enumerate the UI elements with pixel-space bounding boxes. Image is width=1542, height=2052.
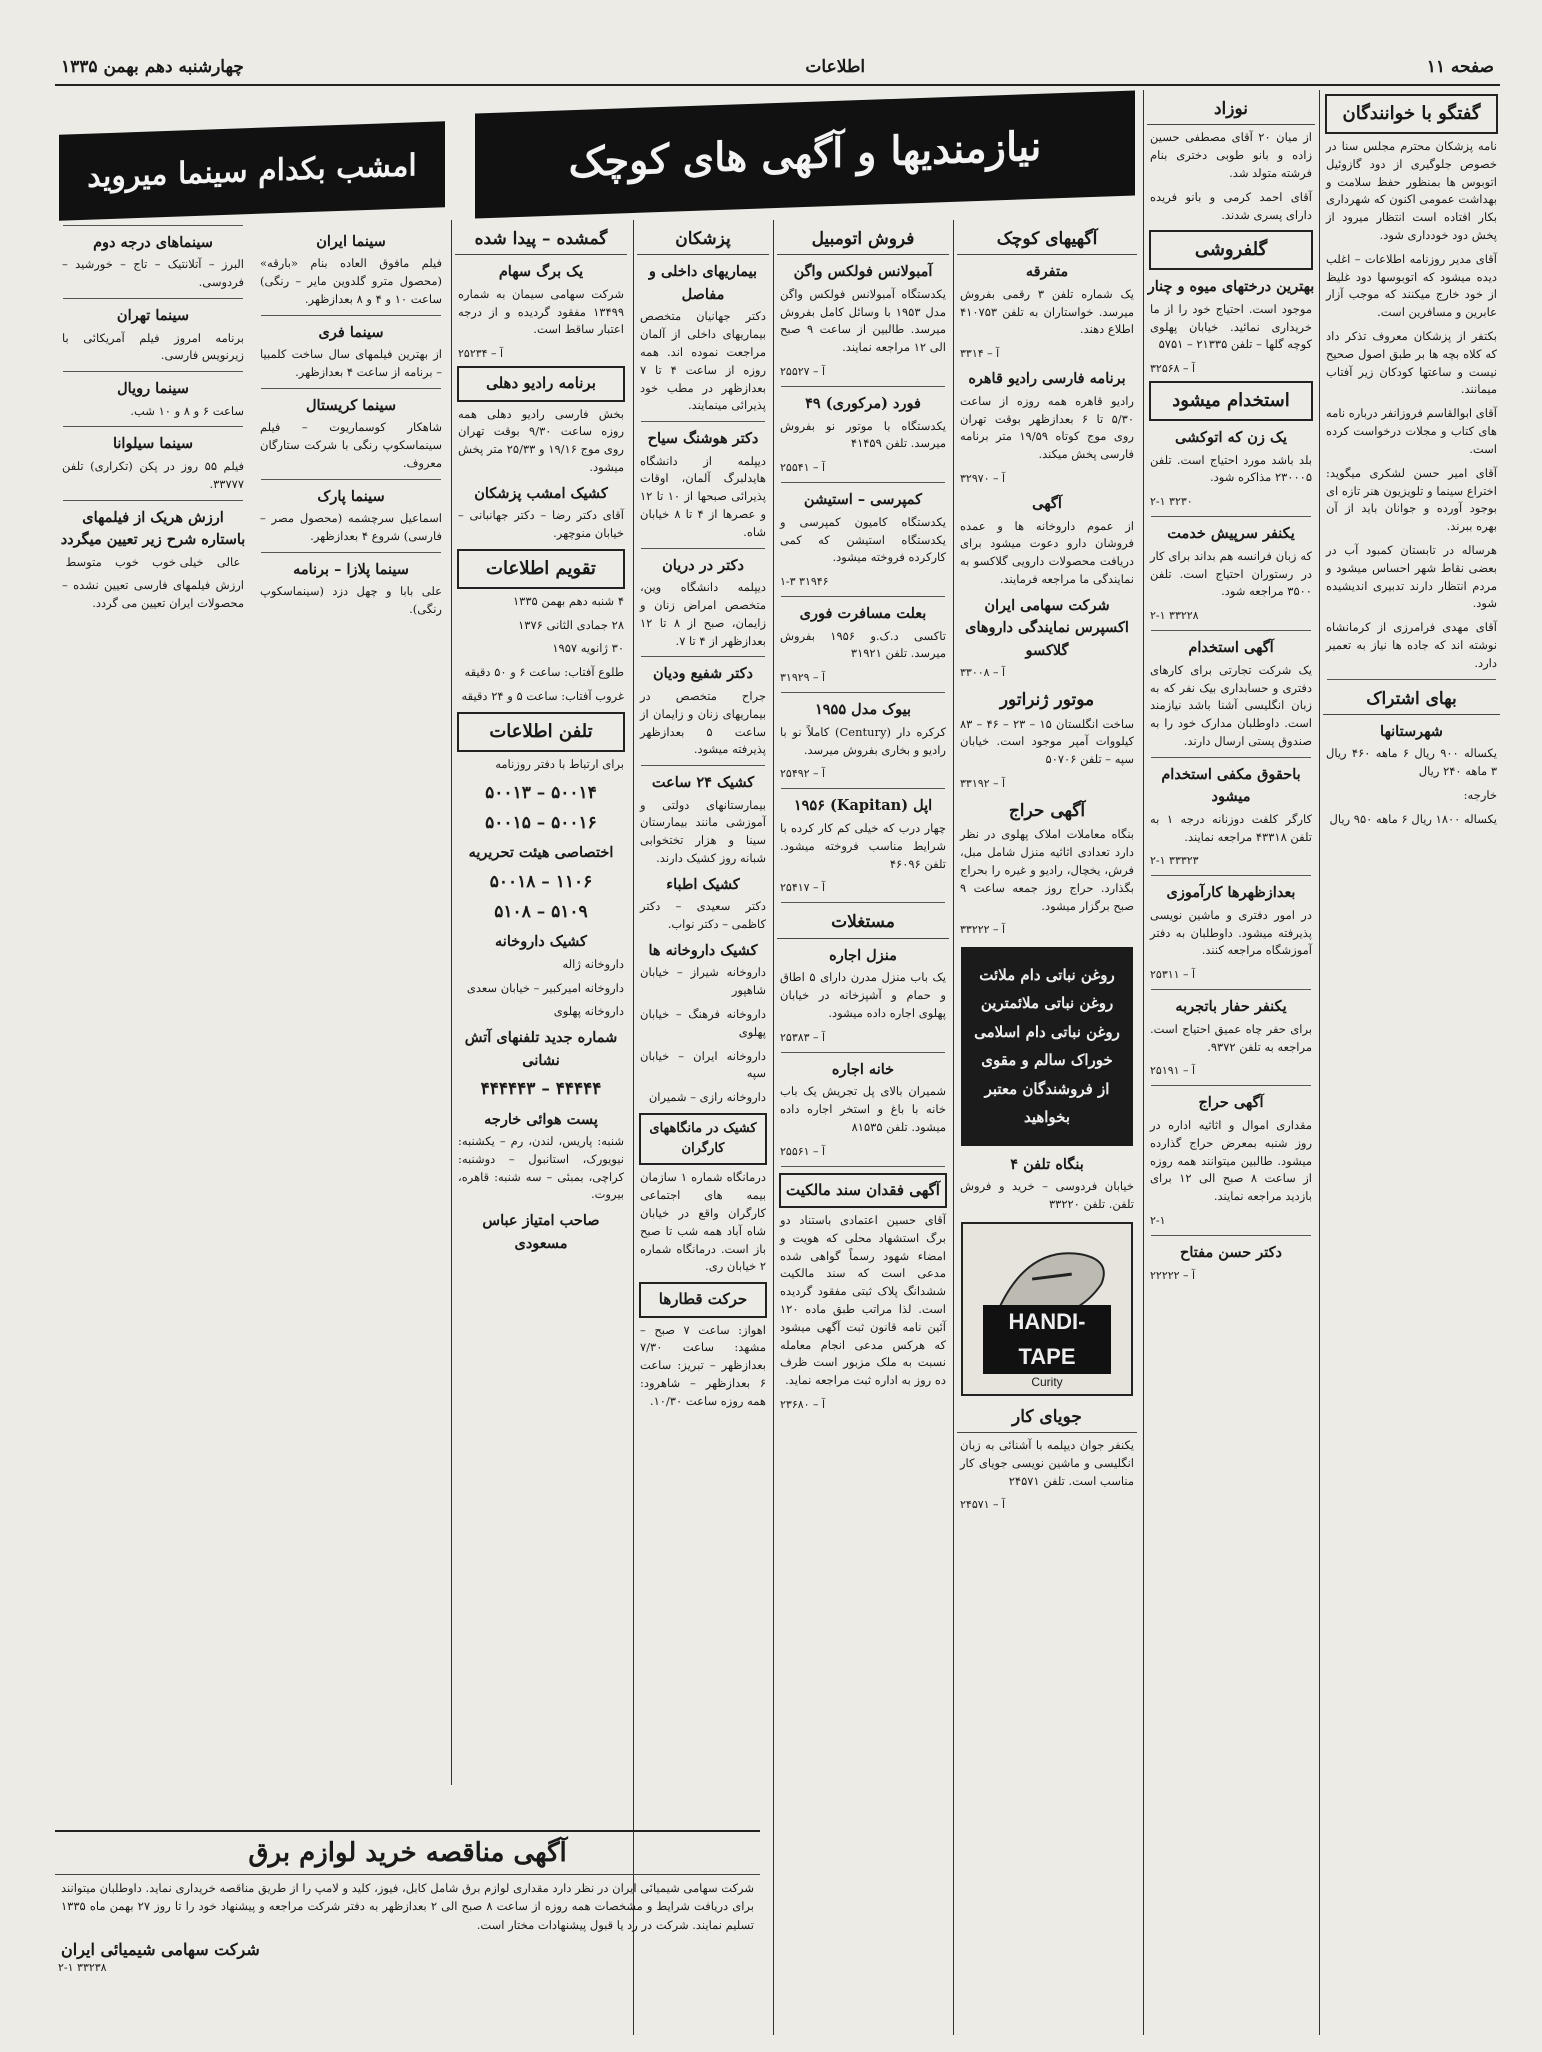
tel-text: برای ارتباط با دفتر روزنامه (495, 756, 624, 771)
job-ad (1147, 1092, 1315, 1236)
separator (63, 426, 243, 427)
cinema-entry-head: سینما پارک (317, 487, 385, 505)
car-ad (777, 795, 949, 903)
pharmacy-item: داروخانه شیراز – خیابان شاهپور (640, 965, 766, 998)
separator (641, 421, 765, 422)
rent-ad-code: آ – ۲۵۵۶۱ (780, 1144, 826, 1158)
separator (261, 315, 441, 316)
real-estate-title: مستغلات (777, 909, 949, 938)
motor-code: آ – ۳۳۱۹۲ (960, 777, 1006, 791)
birth-item: از میان ۲۰ آقای مصطفی حسین زاده و بانو طوبی دختری بنام فرشته متولد شد. (1150, 130, 1313, 180)
birth-item: آقای احمد کرمی و بانو فریده دارای پسری شدند. (1150, 189, 1312, 222)
car-ad-text: تاکسی د.ک.و ۱۹۵۶ بفروش میرسد. تلفن ۳۱۹۲۱ (780, 628, 946, 661)
cinema-entry-text: اسماعیل سرچشمه (محصول مصر – فارسی) شروع ۴ بعدازظهر. (260, 511, 442, 544)
cinema-entry (257, 322, 445, 389)
cinema-entry-head: سینماهای درجه دوم (93, 234, 213, 251)
motor-text: ساخت انگلستان ۱۵ – ۲۳ – ۴۶ – ۸۳ کیلووات آمپر موجود است. خیابان سپه – تلفن ۵۰۷۰۶ (960, 716, 1135, 767)
subscription-line: یکساله ۹۰۰ ریال ۶ ماهه ۴۶۰ ریال ۳ ماهه ۲۴۰ ریال (1326, 746, 1497, 779)
letter-paragraph: هرساله در تابستان کمبود آب در بعضی نقاط شهر احساس میشود و مردم انتظار دارند تدبیری اندیشیده شود. (1326, 542, 1497, 611)
car-ad (777, 393, 949, 483)
board-number: ۵۰۰۱۸ – ۱۱۰۶ (489, 871, 593, 892)
tender-code: ۲-۱ ۳۳۲۳۸ (58, 1961, 107, 1975)
rating-label: خیلی خوب (152, 554, 204, 569)
newspaper-page (55, 50, 1500, 2035)
doctor-ad-head: دکتر شفیع ودیان (653, 665, 753, 683)
vegetable-oil-line: خوراک سالم و مقوی (981, 1051, 1113, 1070)
cinema-entry (257, 231, 445, 316)
job-ad-text: کارگر کلفت دوزنانه درجه ۱ به تلفن ۴۳۳۱۸ مراجعه نمایند. (1150, 811, 1312, 844)
vegetable-oil-line: روغن نباتی دام اسلامی (974, 1022, 1120, 1041)
separator (781, 596, 945, 597)
air-mail-text: شنبه: پاریس، لندن، رم – یکشنبه: نیویورک، استانبول – دوشنبه: کراچی، بمبئی – سه شنبه: قاهره، بیروت. (458, 1134, 624, 1202)
cinema-entry-text: برنامه امروز فیلم آمریکائی با زیرنویس فارسی. (62, 330, 244, 363)
calendar-line: غروب آفتاب: ساعت ۵ و ۲۴ دقیقه (461, 689, 624, 704)
job-ad-code: ۲-۱ ۳۳۳۲۳ (1150, 854, 1199, 868)
flower-shop-code: آ – ۳۲۵۶۸ (1150, 362, 1196, 376)
separator (1151, 630, 1311, 631)
tel-number: ۵۰۰۱۳ – ۵۰۰۱۴ (485, 782, 597, 803)
car-ad-code: آ – ۲۵۵۴۱ (780, 461, 826, 475)
car-ad (777, 489, 949, 597)
separator (641, 548, 765, 549)
radio-cairo-code: آ – ۳۲۹۷۰ (960, 472, 1006, 486)
car-ad-head: اپل (Kapitan) ۱۹۵۶ (793, 797, 933, 815)
radio-delhi-text: بخش فارسی رادیو دهلی همه روزه ساعت ۹/۳۰ بوقت تهران روی موج ۱۹/۱۶ و ۲۵/۳۳ متر پخش میشود. (458, 406, 624, 474)
trains-title: حرکت قطارها (639, 1282, 767, 1317)
subscription-title: بهای اشتراک (1323, 686, 1500, 715)
glaxo-code: آ – ۳۳۰۰۸ (960, 666, 1006, 680)
separator (781, 1052, 945, 1053)
doctor-ad-head: دکتر در دریان (662, 556, 744, 574)
board-numbers (455, 869, 627, 926)
subscription-line: یکساله ۱۸۰۰ ریال ۶ ماهه ۹۵۰ ریال (1329, 811, 1497, 826)
mix-title: کشیک اطباء (666, 875, 740, 893)
job-ad-text: بلد باشد مورد احتیاج است. تلفن ۲۳۰۰۰۵ مذاکره شود. (1150, 452, 1312, 485)
letter-paragraph: آقای مهدی فرامرزی از کرمانشاه نوشته اند که جاده ها نیاز به تعمیر دارد. (1326, 620, 1497, 670)
cinema-entry-text: ساعت ۶ و ۸ و ۱۰ شب. (130, 403, 244, 418)
doctor-ad-text: دیپلمه از دانشگاه هایدلبرگ آلمان، اوقات پذیرائی صبحها از ۱۰ تا ۱۲ و عصرها از ۴ تا ۸ خیابان شاه. (640, 453, 767, 539)
lost-item-code: آ – ۲۵۲۳۴ (458, 347, 504, 361)
vegetable-oil-line: روغن نباتی دام ملائت (979, 965, 1115, 984)
job-ad-text: که زبان فرانسه هم بداند برای کار در رستوران احتیاج است. تلفن ۳۵۰۰ مراجعه شود. (1150, 548, 1312, 599)
cinema-entry-text: البرز – آتلانتیک – تاج – خورشید – فردوسی. (62, 257, 244, 290)
job-ad-text: مقداری اموال و اثاثیه اداره در روز شنبه بمعرض حراج گذارده میشود. طالبین میتوانند همه روزه از ساعت ۸ صبح الی ۱۲ برای بازدید مراجعه نمایند. (1150, 1117, 1312, 1204)
car-ad-text: کرکره دار (Century) کاملاً نو با رادیو و بخاری بفروش میرسد. (780, 724, 946, 757)
car-ad-text: چهار درب که خیلی کم کار کرده با شرایط مناسب فروخته میشود. تلفن ۴۶۰۹۶ (780, 820, 946, 871)
pharmacy-title: کشیک داروخانه ها (648, 941, 758, 959)
separator (781, 902, 945, 903)
cinema-entry-text: علی بابا و چهل دزد (سینماسکوپ رنگی). (260, 584, 442, 617)
car-ad (777, 603, 949, 693)
car-ad-text: یکدستگاه کامیون کمپرسی و یکدستگاه استیشن که کمی کارکرده فروخته میشود. (780, 514, 946, 565)
separator (261, 552, 441, 553)
job-ad-head: یکنفر سرپیش خدمت (1167, 525, 1295, 543)
job-ad-code: آ – ۲۵۳۱۱ (1150, 968, 1196, 982)
tender-text: شرکت سهامی شیمیائی ایران در نظر دارد مقداری لوازم برق شامل کابل، فیوز، کلید و لامپ را از طریق مناقصه خریداری نماید. داوطلبان میتوانند برای دریافت شرایط و مشخصات همه روزه از ساعت ۸ صبح الی ۲ بعدازظهر به دفتر شرکت مراجعه و پیشنهاد خود را تا روز ۲۷ بهمن ماه ۱۳۳۵ تسلیم نمایند. شرکت در رد یا قبول پیشنهادات مختار است. (61, 1881, 754, 1932)
auction-text: بنگاه معاملات املاک پهلوی در نظر دارد تعدادی اثاثیه منزل شامل مبل، فرش، یخچال، رادیو و غیره را بحراج بگذارد. حراج روز جمعه ساعت ۹ صبح برگزار میشود. (960, 827, 1134, 913)
job-ad-head: بعدازظهرها کارآموزی (1166, 884, 1296, 902)
job-seeker-title: جویای کار (957, 1404, 1137, 1433)
separator (781, 386, 945, 387)
cinema-entry-text: فیلم مافوق العاده بنام «بارقه» (محصول مترو گلدوین مایر – رنگی) ساعت ۱۰ و ۴ و ۸ بعدازظهر. (260, 256, 442, 307)
pharm-items (455, 956, 627, 1021)
tonight-doctors-title: کشیک امشب پزشکان (474, 484, 608, 502)
separator (1151, 989, 1311, 990)
job-seeker-code: آ – ۲۴۵۷۱ (960, 1498, 1006, 1512)
handi-tape-label: HANDI-TAPE (983, 1305, 1111, 1373)
cinema-entry-head: سینما سیلوانا (112, 435, 194, 453)
separator (1151, 757, 1311, 758)
job-ad-code: ۲-۱ ۳۲۳۰ (1150, 495, 1193, 509)
separator (781, 788, 945, 789)
car-ad-head: فورد (مرکوری) ۴۹ (805, 395, 921, 413)
doctor-name: دکتر حسن مفتاح (1179, 1244, 1283, 1262)
board-title: اختصاصی هیئت تحریریه (468, 844, 614, 862)
car-ad-text: یکدستگاه با موتور نو بفروش میرسد. تلفن ۴۱۴۵۹ (780, 418, 946, 451)
fire-number: ۴۴۴۴۴۳ – ۴۴۴۴۴ (480, 1079, 602, 1100)
pharmacy-item: داروخانه رازی – شمیران (648, 1090, 766, 1105)
cinema-note: ارزش فیلمهای فارسی تعیین نشده – محصولات ایران تعیین می گردد. (62, 578, 244, 611)
separator (63, 225, 243, 226)
mix-text: دکتر سعیدی – دکتر کاظمی – دکتر نواب. (640, 899, 766, 932)
separator (1151, 516, 1311, 517)
job-ad (1147, 764, 1315, 877)
flower-shop-text: موجود است. احتیاج خود را از ما خریداری نمائید. خیابان پهلوی کوچه گلها – تلفن ۲۱۳۳۵ – ۵۷۵۱ (1150, 301, 1312, 352)
vegetable-oil-line: از فروشندگان معتبر بخواهید (984, 1079, 1110, 1127)
doctor-ad-head: دکتر هوشنگ سیاح (647, 430, 759, 448)
rent-ad-code: آ – ۲۵۳۸۳ (780, 1030, 826, 1044)
doctor-ad (637, 261, 769, 422)
job-ad-code: ۲-۱ ۳۳۲۲۸ (1150, 609, 1199, 623)
tender-signature: شرکت سهامی شیمیائی ایران (61, 1940, 260, 1960)
separator (1151, 875, 1311, 876)
cinema-column (59, 225, 445, 1785)
car-ad-head: آمبولانس فولکس واگن (793, 263, 933, 281)
cinema-entry (59, 378, 247, 427)
cinema-entry-text: فیلم ۵۵ روز در پکن (تکراری) تلفن ۳۳۷۷۷. (62, 458, 244, 491)
rent-ad (777, 945, 949, 1053)
pharmacy-item: داروخانه ایران – خیابان سپه (640, 1048, 766, 1081)
doctor-ad (637, 428, 769, 549)
separator (261, 388, 441, 389)
car-ad-code: آ – ۲۵۴۹۲ (780, 767, 826, 781)
tender-title: آگهی مناقصه خرید لوازم برق (55, 1830, 760, 1875)
job-ad-text: در امور دفتری و ماشین نویسی پذیرفته میشود. داوطلبان به دفتر آموزشگاه مراجعه کنند. (1150, 907, 1312, 958)
cars-column (777, 220, 949, 2035)
letters-title: گفتگو با خوانندگان (1325, 94, 1498, 134)
air-mail-title: پست هوائی خارجه (484, 1110, 598, 1128)
births-jobs-column (1147, 90, 1315, 2035)
tel-number: ۵۰۰۱۵ – ۵۰۰۱۶ (485, 812, 597, 833)
union-text: درمانگاه شماره ۱ سازمان بیمه های اجتماعی کارگران واقع در خیابان شاه آباد همه شب تا صبح باز است. درمانگاه شماره ۲ خیابان ری. (640, 1170, 766, 1274)
separator (641, 765, 765, 766)
flower-shop-title: گلفروشی (1149, 230, 1313, 270)
car-ad-code: آ – ۲۵۴۱۷ (780, 881, 826, 895)
small-ads-column (957, 220, 1137, 2035)
vegetable-oil-line: روغن نباتی ملائمترین (980, 994, 1114, 1013)
job-ad-head: یکنفر حفار باتجربه (1175, 998, 1287, 1016)
employment-title: استخدام میشود (1149, 381, 1313, 421)
tonight-doctors-text: آقای دکتر رضا – دکتر جهانبانی – خیابان منوچهر. (458, 508, 624, 541)
lost-deed-code: آ – ۲۳۶۸۰ (780, 1398, 826, 1412)
car-ad-code: ۱-۳ ۳۱۹۴۶ (780, 575, 829, 589)
fire-title: شماره جدید تلفنهای آتش نشانی (464, 1029, 618, 1069)
board-number: ۵۱۰۸ – ۵۱۰۹ (494, 902, 588, 923)
clinic-title: کشیک ۲۴ ساعت (651, 774, 755, 792)
subscription-section: شهرستانها (1380, 722, 1443, 740)
cinema-entry (59, 232, 247, 299)
cinema-entry (257, 486, 445, 553)
cinema-entry-text: از بهترین فیلمهای سال ساخت کلمبیا – برنامه از ساعت ۴ بعدازظهر. (260, 347, 442, 380)
radio-delhi-title: برنامه رادیو دهلی (457, 366, 625, 401)
separator (781, 1166, 945, 1167)
notice-title: آگهی (1032, 495, 1062, 513)
doctor-ad-text: دکتر جهانیان متخصص بیماریهای داخلی از آلمان مراجعت نموده اند. همه روزه از ساعت ۴ تا ۷ بعدازظهر در مطب خود پذیرائی مینمایند. (640, 309, 767, 413)
letter-paragraph: آقای مدیر روزنامه اطلاعات – اغلب دیده میشود که اتوبوسها دود غلیظ از خود خارج میکنند که موجب آزار عابرین و مسافرین است. (1326, 251, 1497, 320)
letter-paragraph: آقای امیر حسن لشکری میگوید: اختراع سینما و تلویزیون هنر تازه ای بوجود آورده و جوانان باید از آن بهره ببرند. (1326, 465, 1497, 534)
car-ad-text: یکدستگاه آمبولانس فولکس واگن مدل ۱۹۵۳ با وسائل کامل بفروش میرسد. طالبین از ساعت ۹ صبح الی ۱۲ مراجعه نمایند. (780, 286, 946, 355)
job-seeker-text: یکنفر جوان دیپلمه با آشنائی به زبان انگلیسی و ماشین نویسی جویای کار مناسب است. تلفن ۲۴۵۷۱ (960, 1437, 1134, 1488)
job-ad-text: یک شرکت تجارتی برای کارهای دفتری و حسابداری بیک نفر که به زبان انگلیسی آشنا باشد نیازمند است. داوطلبان مدارک خود را به صندوق پستی ارسال دارند. (1150, 662, 1312, 748)
job-ads (1147, 427, 1315, 1236)
car-ad-code: آ – ۳۱۹۲۹ (780, 671, 826, 685)
handi-tape-sub: Curity (1031, 1375, 1063, 1390)
separator (781, 482, 945, 483)
notice-text: از عموم داروخانه ها و عمده فروشان دارو دعوت میشود برای دریافت محصولات دارویی گلاکسو به نمایندگی ما مراجعه فرمایند. (960, 518, 1134, 586)
birth-items (1147, 129, 1315, 224)
lost-found-column (455, 220, 627, 1785)
pharm-title: کشیک داروخانه (495, 933, 587, 951)
letter-paragraph: نامه پزشکان محترم مجلس سنا در خصوص جلوگیری از دود گازوئیل اتوبوس ها بمنظور حفظ سلامت و بهداشت عمومی اکنون که شهرداری بکار افتاده است انتظار میرود از پخش دود خودداری شود. (1326, 138, 1497, 242)
rating-label: متوسط (65, 554, 102, 569)
vegetable-oil-ad (961, 947, 1133, 1146)
publisher-signature: صاحب امتیاز عباس مسعودی (482, 1212, 600, 1252)
job-ad-code: آ – ۲۵۱۹۱ (1150, 1064, 1196, 1078)
misc-code: آ – ۳۳۱۴ (960, 347, 1000, 361)
job-ad (1147, 637, 1315, 758)
auction-code: آ – ۳۳۲۲۲ (960, 923, 1006, 937)
lost-found-title: گمشده – پیدا شده (455, 226, 627, 255)
car-ad-head: بعلت مسافرت فوری (799, 605, 927, 623)
separator (63, 371, 243, 372)
misc-title: متفرقه (1025, 263, 1069, 281)
pharm-item: داروخانه امیرکبیر – خیابان سعدی (466, 980, 624, 995)
doctor-ad-text: دیپلمه دانشگاه وین، متخصص امراض زنان و زایمان، صبح از ۸ تا ۱۲ بعدازظهر از ۴ تا ۷. (640, 580, 767, 648)
motor-title: موتور ژنراتور (999, 690, 1095, 711)
job-ad-text: برای حفر چاه عمیق احتیاج است. مراجعه به تلفن ۹۳۷۲. (1150, 1021, 1312, 1054)
doctors-title: پزشکان (637, 226, 769, 255)
issue-date: چهارشنبه دهم بهمن ۱۳۳۵ (61, 57, 244, 77)
births-title: نوزاد (1147, 96, 1315, 125)
separator (63, 298, 243, 299)
calendar-lines (455, 593, 627, 706)
rating-row (59, 554, 247, 578)
separator (261, 479, 441, 480)
small-ads-title: آگهیهای کوچک (957, 226, 1137, 255)
doctor-ads (637, 261, 769, 766)
doctor-ad-text: جراح متخصص در بیماریهای زنان و زایمان از ساعت ۵ بعدازظهر پذیرفته میشود. (640, 688, 766, 757)
cars-title: فروش اتومبیل (777, 226, 949, 255)
car-ad (777, 261, 949, 387)
job-ad-head: آگهی حراج (1198, 1094, 1264, 1112)
separator (63, 500, 243, 501)
union-title: کشیک در مانگاههای کارگران (639, 1113, 767, 1165)
letter-paragraph: آقای ابوالقاسم فروزانفر درباره نامه های کتاب و مجلات درخواست کرده است. (1326, 406, 1497, 456)
rating-label: عالی (216, 554, 241, 569)
doctor-code: آ – ۲۲۲۲۲ (1150, 1268, 1196, 1282)
separator (641, 656, 765, 657)
lost-deed-title: آگهی فقدان سند مالکیت (779, 1173, 947, 1208)
calendar-line: ۳۰ ژانویه ۱۹۵۷ (552, 641, 624, 656)
lost-deed-text: آقای حسین اعتمادی باستناد دو برگ استشهاد محلی که هویت و امضاء شهود رسماً گواهی شده مدعی است که سند مالکیت ششدانگ پلاک ثبتی مفقود گردیده است. لذا مراتب طبق ماده ۱۲۰ آئین نامه قانون ثبت آگهی میشود که هرکس مدعی انجام معامله نسبت به ملک مزبور است ظرف ده روز به اداره ثبت مراجعه نماید. (780, 1212, 946, 1388)
cinema-entry-head: سینما فری (318, 323, 384, 341)
job-ad-head: آگهی استخدام (1188, 639, 1274, 657)
auction-title: آگهی حراج (1008, 801, 1086, 822)
rent-ad-text: شمیران بالای پل تجریش یک باب خانه با باغ و استخر اجاره داده میشود. تلفن ۸۱۵۳۵ (780, 1084, 946, 1134)
rent-ad-head: منزل اجاره (829, 946, 897, 964)
tel-title: تلفن اطلاعات (457, 712, 625, 752)
job-ad-code: ۲-۱ (1150, 1214, 1166, 1227)
job-ad (1147, 996, 1315, 1086)
rent-ad (777, 1059, 949, 1167)
cinema-entry-text: شاهکار کوسماریوت – فیلم سینماسکوپ رنگی با شرکت ستارگان معروف. (260, 420, 442, 471)
phone-shop-text: خیابان فردوسی – خرید و فروش تلفن. تلفن ۳۳۲۲۰ (960, 1178, 1134, 1211)
rating-label: خوب (115, 554, 139, 569)
rating-title: ارزش هریک از فیلمهای باستاره شرح زیر تعیین میگردد (60, 508, 246, 549)
separator (781, 692, 945, 693)
radio-cairo-text: رادیو قاهره همه روزه از ساعت ۵/۳۰ تا ۶ بعدازظهر بوقت تهران روی موج کوتاه ۱۹/۵۹ متر برنامه فارسی پخش میکند. (960, 393, 1134, 462)
cinema-entry (59, 433, 247, 500)
cinema-entry-head: سینما کریستال (306, 397, 396, 414)
car-ads (777, 261, 949, 903)
doctors-column (637, 220, 769, 2035)
cinema-entry (257, 395, 445, 480)
subscription-line: خارجه: (1463, 788, 1497, 803)
separator (1151, 1235, 1311, 1236)
doctor-ad-head: بیماریهای داخلی و مفاصل (648, 263, 758, 303)
pharm-item: داروخانه ژاله (562, 956, 624, 971)
misc-text: یک شماره تلفن ۳ رقمی بفروش میرسد. خواستاران به تلفن ۴۱۰۷۵۳ اطلاع دهند. (960, 286, 1134, 337)
doctor-ad (637, 663, 769, 766)
job-ad (1147, 427, 1315, 517)
pharmacy-item: داروخانه فرهنگ – خیابان پهلوی (640, 1007, 766, 1039)
cinema-banner: امشب بکدام سینما میروید (59, 121, 445, 220)
pharm-item: داروخانه پهلوی (553, 1004, 624, 1019)
cinema-entry (59, 305, 247, 372)
tel-numbers (455, 780, 627, 837)
subscription-lines (1323, 745, 1500, 828)
cinema-entry-head: سینما پلازا – برنامه (293, 561, 409, 578)
page-number: صفحه ۱۱ (1426, 57, 1494, 77)
doctor-ad (637, 555, 769, 658)
trains-text: اهواز: ساعت ۷ صبح – مشهد: ساعت ۷/۳۰ بعدازظهر – تبریز: ساعت ۶ بعدازظهر – شاهرود: همه روزه ساعت ۱۰/۳۰. (640, 1322, 766, 1408)
rent-ad-head: خانه اجاره (831, 1060, 895, 1078)
main-banner: نیازمندیها و آگهی های کوچک (475, 90, 1135, 218)
car-ad (777, 699, 949, 789)
rent-ad-text: یک باب منزل مدرن دارای ۵ اطاق و حمام و آشپزخانه در خیابان پهلوی اجاره داده میشود. (780, 970, 946, 1020)
letters-column (1323, 90, 1500, 2035)
lost-item-text: شرکت سهامی سیمان به شماره ۱۳۴۹۹ مفقود گردیده و از درجه اعتبار ساقط است. (458, 286, 624, 337)
job-ad (1147, 882, 1315, 990)
cinema-entry-head: سینما رویال (117, 380, 189, 398)
glaxo-title: شرکت سهامی ایران اکسپرس نمایندگی داروهای گلاکسو (965, 596, 1129, 659)
calendar-title: تقویم اطلاعات (457, 549, 625, 589)
cinema-entry-head: سینما تهران (116, 307, 190, 325)
lost-item-head: یک برگ سهام (498, 263, 584, 281)
flower-shop-head: بهترین درختهای میوه و چنار (1147, 278, 1315, 296)
car-ad-head: بیوک مدل ۱۹۵۵ (814, 701, 912, 719)
separator (1151, 1085, 1311, 1086)
job-ad-head: یک زن که اتوکشی (1175, 429, 1287, 447)
letters-paragraphs (1323, 138, 1500, 673)
rent-ads (777, 945, 949, 1167)
pharmacy-items (637, 964, 769, 1107)
phone-shop-title: بنگاه تلفن ۴ (1010, 1155, 1084, 1173)
masthead (55, 50, 1500, 86)
radio-cairo-title: برنامه فارسی رادیو قاهره (968, 370, 1126, 388)
clinic-text: بیمارستانهای دولتی و آموزشی مانند بیمارستان سینا و هزار تختخوابی شبانه روز کشیک دارند. (640, 797, 766, 866)
job-ad-head: باحقوق مکفی استخدام میشود (1161, 765, 1301, 806)
job-ad (1147, 523, 1315, 631)
calendar-line: ۴ شنبه دهم بهمن ۱۳۳۵ (512, 593, 624, 608)
tender-notice (55, 1830, 760, 1978)
cinema-entry-head: سینما ایران (316, 233, 386, 250)
calendar-line: طلوع آفتاب: ساعت ۶ و ۵۰ دقیقه (464, 665, 624, 680)
calendar-line: ۲۸ جمادی الثانی ۱۳۷۶ (518, 617, 624, 632)
car-ad-code: آ – ۲۵۵۲۷ (780, 365, 826, 379)
handi-tape-ad (961, 1222, 1133, 1396)
letter-paragraph: بکتفر از پزشکان معروف تذکر داد که کلاه بچه ها بر طبق اصول صحیح نیست و ساعتها کودکان زیر آفتاب میمانند. (1326, 329, 1497, 397)
car-ad-head: کمپرسی – استیشن (803, 491, 923, 509)
paper-name: اطلاعات (805, 57, 866, 77)
